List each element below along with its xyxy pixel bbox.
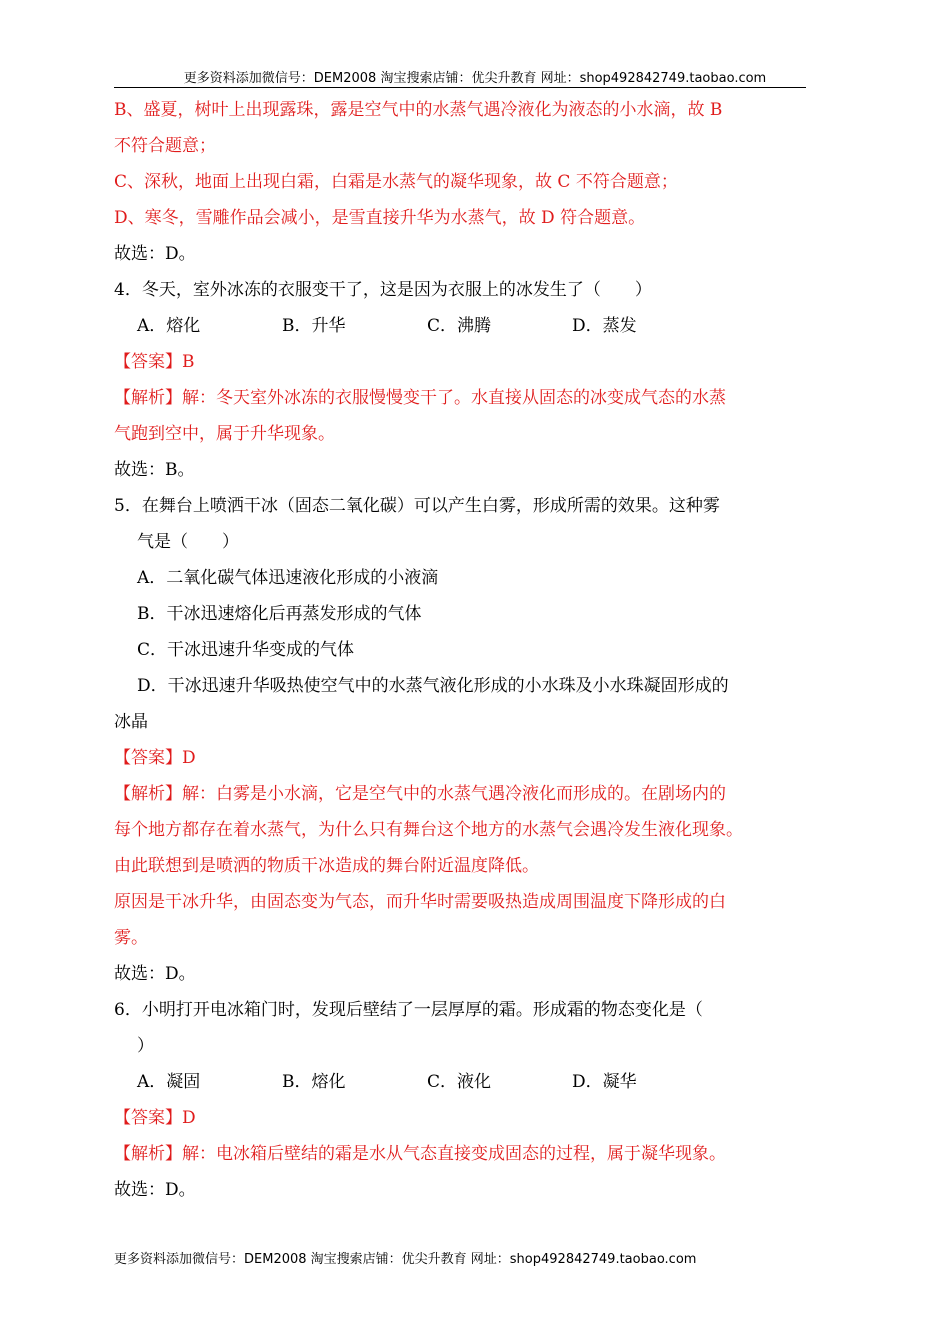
q6-stem-cont: ） xyxy=(137,1036,154,1056)
answer-value: B xyxy=(182,352,195,372)
q6-option-a: A．凝固 xyxy=(137,1072,201,1092)
prev-option-c-explanation: C、深秋，地面上出现白霜，白霜是水蒸气的凝华现象，故 C 不符合题意； xyxy=(114,172,678,192)
prev-option-b-explanation-cont: 不符合题意； xyxy=(114,136,216,156)
analysis-text: 解：冬天室外冰冻的衣服慢慢变干了。水直接从固态的冰变成气态的水蒸 xyxy=(182,388,726,408)
q6-option-b: B．熔化 xyxy=(282,1072,346,1092)
answer-value: D xyxy=(182,748,196,768)
q4-analysis-cont: 气跑到空中，属于升华现象。 xyxy=(114,424,335,444)
q6-stem: 6．小明打开电冰箱门时，发现后壁结了一层厚厚的霜。形成霜的物态变化是（ xyxy=(114,1000,703,1020)
q5-option-c: C．干冰迅速升华变成的气体 xyxy=(137,640,355,660)
q5-option-d-cont: 冰晶 xyxy=(114,712,148,732)
q5-stem-cont: 气是（ ） xyxy=(137,532,239,552)
q5-option-d: D．干冰迅速升华吸热使空气中的水蒸气液化形成的小水珠及小水珠凝固形成的 xyxy=(137,676,729,696)
header-divider xyxy=(114,87,806,88)
q6-option-c: C．液化 xyxy=(427,1072,492,1092)
q6-answer xyxy=(114,1100,826,1136)
q5-analysis-cont-1: 每个地方都存在着水蒸气，为什么只有舞台这个地方的水蒸气会遇冷发生液化现象。 xyxy=(114,820,743,840)
analysis-text: 解：电冰箱后壁结的霜是水从气态直接变成固态的过程，属于凝华现象。 xyxy=(182,1144,726,1164)
analysis-text: 解：白雾是小水滴，它是空气中的水蒸气遇冷液化而形成的。在剧场内的 xyxy=(182,784,726,804)
q5-option-b: B．干冰迅速熔化后再蒸发形成的气体 xyxy=(137,604,422,624)
q5-analysis-cont-3: 原因是干冰升华，由固态变为气态，而升华时需要吸热造成周围温度下降形成的白 xyxy=(114,892,726,912)
q4-answer xyxy=(114,344,826,380)
q5-choice: 故选：D。 xyxy=(114,964,196,984)
q5-analysis xyxy=(114,776,826,812)
analysis-tag: 【解析】 xyxy=(114,784,182,804)
page-header: 更多资料添加微信号：DEM2008 淘宝搜索店铺：优尖升教育 网址：shop492842749.taobao.com xyxy=(183,71,767,86)
q4-option-b: B．升华 xyxy=(282,316,346,336)
q6-option-d: D．凝华 xyxy=(572,1072,637,1092)
q5-analysis-cont-4: 雾。 xyxy=(114,928,148,948)
q5-stem: 5．在舞台上喷洒干冰（固态二氧化碳）可以产生白雾，形成所需的效果。这种雾 xyxy=(114,496,720,516)
q5-answer xyxy=(114,740,826,776)
q6-analysis xyxy=(114,1136,826,1172)
q5-option-a: A．二氧化碳气体迅速液化形成的小液滴 xyxy=(137,568,439,588)
analysis-tag: 【解析】 xyxy=(114,1144,182,1164)
answer-tag: 【答案】 xyxy=(114,352,182,372)
page-footer: 更多资料添加微信号：DEM2008 淘宝搜索店铺：优尖升教育 网址：shop492842749.taobao.com xyxy=(114,1252,697,1267)
q4-options xyxy=(114,308,826,344)
answer-tag: 【答案】 xyxy=(114,1108,182,1128)
answer-value: D xyxy=(182,1108,196,1128)
q4-analysis xyxy=(114,380,826,416)
q4-option-a: A．熔化 xyxy=(137,316,201,336)
q4-stem: 4．冬天，室外冰冻的衣服变干了，这是因为衣服上的冰发生了（ ） xyxy=(114,280,652,300)
q4-option-d: D．蒸发 xyxy=(572,316,637,336)
q6-options xyxy=(114,1064,826,1100)
q4-option-c: C．沸腾 xyxy=(427,316,492,336)
q5-analysis-cont-2: 由此联想到是喷洒的物质干冰造成的舞台附近温度降低。 xyxy=(114,856,539,876)
prev-choice: 故选：D。 xyxy=(114,244,196,264)
prev-option-b-explanation: B、盛夏，树叶上出现露珠，露是空气中的水蒸气遇冷液化为液态的小水滴，故 B xyxy=(114,100,723,120)
q4-choice: 故选：B。 xyxy=(114,460,195,480)
analysis-tag: 【解析】 xyxy=(114,388,182,408)
answer-tag: 【答案】 xyxy=(114,748,182,768)
document-body xyxy=(114,92,826,1208)
prev-option-d-explanation: D、寒冬，雪雕作品会减小，是雪直接升华为水蒸气，故 D 符合题意。 xyxy=(114,208,646,228)
q6-choice: 故选：D。 xyxy=(114,1180,196,1200)
